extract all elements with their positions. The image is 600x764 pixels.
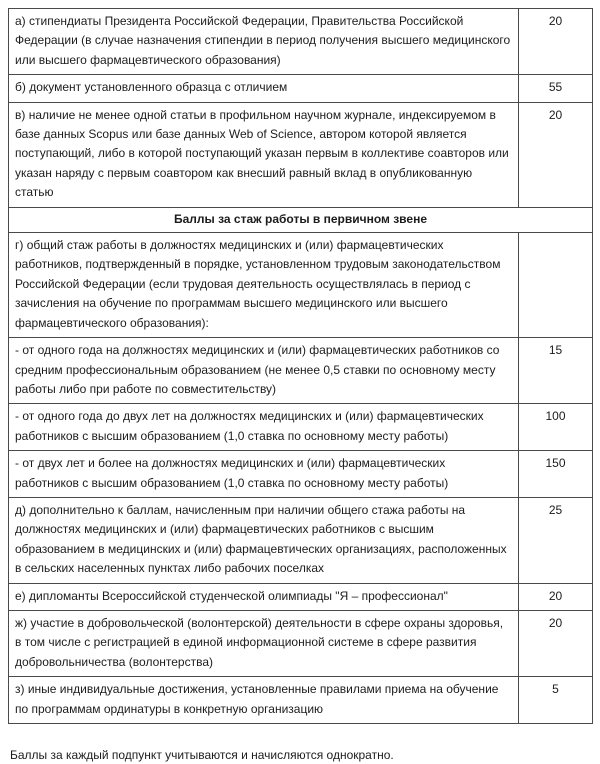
achievement-points-cell: 20 (519, 610, 593, 676)
achievement-description-cell: е) дипломанты Всероссийской студенческой олимпиады "Я – профессионал" (9, 583, 519, 610)
achievement-points-cell: 15 (519, 338, 593, 404)
achievement-points-cell: 55 (519, 75, 593, 102)
table-row (9, 583, 593, 610)
table-row (9, 404, 593, 451)
individual-achievements-score-table (8, 8, 593, 724)
table-row (9, 233, 593, 338)
table-row (9, 338, 593, 404)
table-row (9, 102, 593, 207)
achievement-points-cell: 100 (519, 404, 593, 451)
achievement-description-cell: - от одного года на должностях медицинских и (или) фармацевтических работников со средним профессиональным образованием (не менее 0,5 ставки по основному месту работы либо при работе по совместительству) (9, 338, 519, 404)
achievement-points-cell: 20 (519, 102, 593, 207)
achievement-description-cell: ж) участие в добровольческой (волонтерской) деятельности в сфере охраны здоровья, в том числе с регистрацией в единой информационной системе в сфере развития добровольничества (волонтерства) (9, 610, 519, 676)
table-row (9, 451, 593, 498)
table-row (9, 9, 593, 75)
achievement-description-cell: з) иные индивидуальные достижения, установленные правилами приема на обучение по программам ординатуры в конкретную организацию (9, 677, 519, 724)
achievement-description-cell: - от одного года до двух лет на должностях медицинских и (или) фармацевтических работников с высшим образованием (1,0 ставка по основному месту работы) (9, 404, 519, 451)
table-row (9, 677, 593, 724)
section-header-label: Баллы за стаж работы в первичном звене (9, 207, 593, 232)
achievement-points-cell (519, 233, 593, 338)
achievement-points-cell: 20 (519, 583, 593, 610)
achievement-description-cell: а) стипендиаты Президента Российской Федерации, Правительства Российской Федерации (в случае назначения стипендии в период получения высшего медицинского или высшего фармацевтического образования) (9, 9, 519, 75)
achievement-description-cell: д) дополнительно к баллам, начисленным при наличии общего стажа работы на должностях медицинских и (или) фармацевтических работников с высшим образованием в медицинских и (или) фармацевтических организациях, расположенных в сельских населенных пунктах либо рабочих поселках (9, 497, 519, 583)
table-row (9, 497, 593, 583)
achievement-description-cell: г) общий стаж работы в должностях медицинских и (или) фармацевтических работников, подтвержденный в порядке, установленном трудовым законодательством Российской Федерации (если трудовая деятельность осуществлялась в период с зачисления на обучение по программам высшего медицинского или высшего фармацевтического образования): (9, 233, 519, 338)
table-section-header-row (9, 207, 593, 232)
achievement-points-cell: 20 (519, 9, 593, 75)
table-row (9, 610, 593, 676)
table-row (9, 75, 593, 102)
achievement-description-cell: - от двух лет и более на должностях медицинских и (или) фармацевтических работников с высшим образованием (1,0 ставка по основному месту работы) (9, 451, 519, 498)
achievement-description-cell: б) документ установленного образца с отличием (9, 75, 519, 102)
achievement-points-cell: 150 (519, 451, 593, 498)
table-footnote: Баллы за каждый подпункт учитываются и начисляются однократно. (10, 748, 394, 762)
achievement-description-cell: в) наличие не менее одной статьи в профильном научном журнале, индексируемом в базе данных Scopus или базе данных Web of Science, автором которой является поступающий, либо в которой поступающий указан первым в коллективе соавторов или указан наряду с первым соавтором как внесший равный вклад в опубликованную статью (9, 102, 519, 207)
table-body (9, 9, 593, 724)
achievement-points-cell: 5 (519, 677, 593, 724)
achievement-points-cell: 25 (519, 497, 593, 583)
